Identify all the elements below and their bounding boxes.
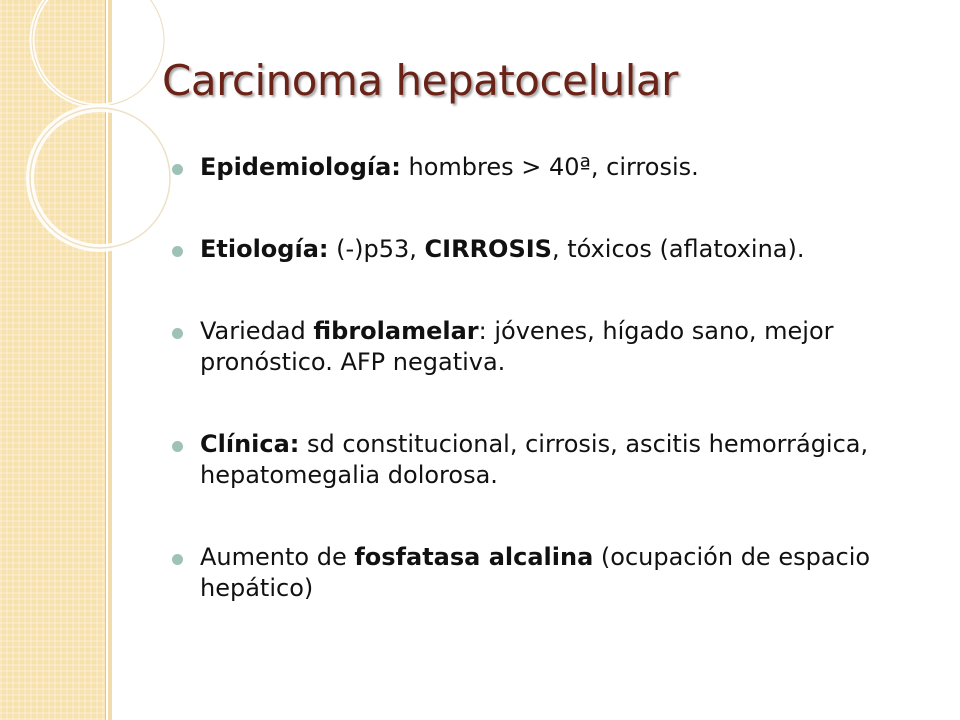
bullet-dot-icon <box>172 441 183 452</box>
bullet-emphasis: fosfatasa alcalina <box>354 543 594 571</box>
decorative-circles-icon <box>0 0 180 260</box>
bullet-dot-icon <box>172 328 183 339</box>
bullet-text: sd constitucional, cirrosis, ascitis hemorrágica, hepatomegalia dolorosa. <box>200 430 869 489</box>
bullet-variedad-fibrolamelar <box>170 316 930 378</box>
bullet-text: : jóvenes, hígado sano, mejor pronóstico. AFP negativa. <box>200 317 834 376</box>
bullet-label: Etiología: <box>200 235 329 263</box>
bullet-etiologia <box>170 234 930 265</box>
bullet-dot-icon <box>172 246 183 257</box>
bullet-text: hombres > 40ª, cirrosis. <box>400 153 699 181</box>
bullet-dot-icon <box>172 164 183 175</box>
bullet-dot-icon <box>172 554 183 565</box>
bullet-label: Clínica: <box>200 430 300 458</box>
bullet-clinica <box>170 429 930 491</box>
bullet-text: (ocupación de espacio hepático) <box>200 543 871 602</box>
bullet-text: , tóxicos (aflatoxina). <box>551 235 805 263</box>
bullet-emphasis: fibrolamelar <box>313 317 479 345</box>
bullet-list <box>170 152 930 655</box>
bullet-label: Epidemiología: <box>200 153 401 181</box>
bullet-text: Aumento de <box>200 543 355 571</box>
bullet-epidemiologia <box>170 152 930 183</box>
bullet-emphasis: CIRROSIS <box>424 235 552 263</box>
bullet-text: Variedad <box>200 317 314 345</box>
bullet-fosfatasa-alcalina <box>170 542 930 604</box>
slide-title: Carcinoma hepatocelular <box>162 56 678 105</box>
bullet-text: (-)p53, <box>328 235 425 263</box>
